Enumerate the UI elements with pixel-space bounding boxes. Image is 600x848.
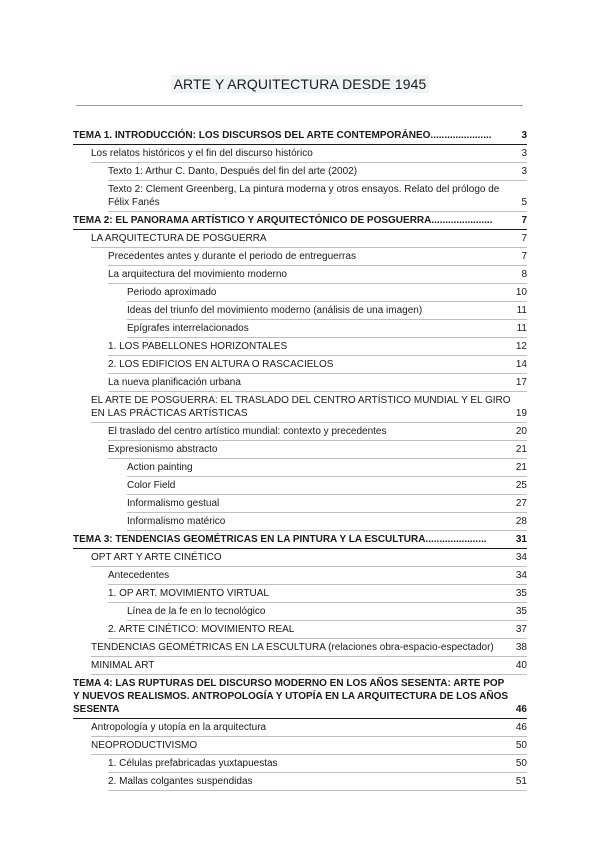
toc-entry-title: OPT ART Y ARTE CINÉTICO: [91, 552, 222, 563]
toc-entry-title: Ideas del triunfo del movimiento moderno (análisis de una imagen): [127, 305, 423, 316]
toc-entry[interactable]: [108, 441, 527, 459]
toc-entry-page: 5: [521, 197, 527, 208]
toc-entry-page: 3: [521, 148, 527, 159]
toc-entry-title: 1. LOS PABELLONES HORIZONTALES: [108, 341, 288, 352]
toc-entry-page: 31: [515, 534, 527, 545]
toc-entry-title: Antropología y utopía en la arquitectura: [91, 722, 267, 733]
toc-entry[interactable]: [91, 145, 527, 163]
toc-entry-title: 1. OP ART. MOVIMIENTO VIRTUAL: [108, 588, 269, 599]
title-divider: [76, 105, 523, 106]
toc-entry[interactable]: [127, 513, 527, 531]
toc-entry-title: Texto 2: Clement Greenberg, La pintura moderna y otros ensayos. Relato del prólogo de Félix Fanés: [108, 184, 500, 208]
toc-entry[interactable]: [127, 302, 527, 320]
toc-entry-title: 1. Células prefabricadas yuxtapuestas: [108, 758, 278, 769]
toc-entry-page: 28: [515, 516, 527, 527]
toc-entry[interactable]: [73, 212, 527, 230]
toc-entry-page: 35: [515, 606, 527, 617]
toc-entry-page: 3: [521, 130, 527, 141]
toc-entry-page: 27: [515, 498, 527, 509]
toc-entry-title: Línea de la fe en lo tecnológico: [127, 606, 266, 617]
toc-entry-page: 51: [515, 776, 527, 787]
toc-entry[interactable]: [73, 675, 527, 719]
toc-entry-page: 46: [515, 722, 527, 733]
toc-entry-page: 11: [516, 305, 527, 316]
toc-entry-page: 34: [515, 570, 527, 581]
toc-entry-page: 17: [515, 377, 527, 388]
table-of-contents: [0, 127, 600, 791]
toc-entry-title: Periodo aproximado: [127, 287, 217, 298]
toc-entry[interactable]: [108, 163, 527, 181]
toc-entry-title: Los relatos históricos y el fin del discurso histórico: [91, 148, 313, 159]
title-wrapper: [0, 75, 600, 94]
toc-entry-title: MINIMAL ART: [91, 660, 155, 671]
toc-entry[interactable]: [108, 356, 527, 374]
toc-entry[interactable]: [108, 338, 527, 356]
toc-entry-title: El traslado del centro artístico mundial: contexto y precedentes: [108, 426, 387, 437]
toc-entry[interactable]: [108, 621, 527, 639]
toc-entry[interactable]: [91, 639, 527, 657]
toc-entry[interactable]: [127, 320, 527, 338]
toc-entry-page: 50: [515, 758, 527, 769]
toc-entry[interactable]: [73, 127, 527, 145]
toc-entry[interactable]: [127, 284, 527, 302]
toc-entry-title: Epígrafes interrelacionados: [127, 323, 249, 334]
toc-entry-page: 10: [515, 287, 527, 298]
toc-entry[interactable]: [108, 374, 527, 392]
toc-entry-title: Color Field: [127, 480, 176, 491]
toc-entry-title: LA ARQUITECTURA DE POSGUERRA: [91, 233, 267, 244]
toc-entry-page: 19: [515, 408, 527, 419]
toc-entry[interactable]: [108, 266, 527, 284]
toc-entry[interactable]: [108, 585, 527, 603]
toc-entry-title: Action painting: [127, 462, 193, 473]
toc-entry[interactable]: [108, 773, 527, 791]
toc-entry-title: Precedentes antes y durante el periodo de entreguerras: [108, 251, 356, 262]
toc-entry-title: TENDENCIAS GEOMÉTRICAS EN LA ESCULTURA (relaciones obra-espacio-espectador): [91, 642, 494, 653]
toc-entry[interactable]: [127, 459, 527, 477]
toc-entry[interactable]: [91, 230, 527, 248]
toc-entry[interactable]: [108, 567, 527, 585]
toc-entry-title: TEMA 2: EL PANORAMA ARTÍSTICO Y ARQUITECTÓNICO DE POSGUERRA......................: [73, 215, 493, 226]
toc-entry-title: La nueva planificación urbana: [108, 377, 241, 388]
toc-entry-page: 50: [515, 740, 527, 751]
toc-entry-page: 8: [521, 269, 527, 280]
toc-entry-page: 25: [515, 480, 527, 491]
toc-entry-title: Expresionismo abstracto: [108, 444, 218, 455]
toc-entry-page: 21: [515, 462, 527, 473]
toc-entry-title: TEMA 1. INTRODUCCIÓN: LOS DISCURSOS DEL ARTE CONTEMPORÁNEO......................: [73, 130, 492, 141]
toc-entry-page: 20: [515, 426, 527, 437]
toc-entry-page: 14: [515, 359, 527, 370]
toc-entry[interactable]: [108, 755, 527, 773]
toc-entry[interactable]: [73, 531, 527, 549]
toc-entry[interactable]: [91, 657, 527, 675]
toc-entry[interactable]: [108, 248, 527, 266]
toc-entry-page: 21: [515, 444, 527, 455]
toc-entry-page: 38: [515, 642, 527, 653]
toc-entry-page: 34: [515, 552, 527, 563]
toc-entry-page: 3: [521, 166, 527, 177]
toc-entry-title: Texto 1: Arthur C. Danto, Después del fin del arte (2002): [108, 166, 358, 177]
toc-entry-page: 40: [515, 660, 527, 671]
toc-entry[interactable]: [127, 477, 527, 495]
toc-entry-page: 7: [521, 215, 527, 226]
toc-entry[interactable]: [108, 423, 527, 441]
toc-entry-title: 2. Mallas colgantes suspendidas: [108, 776, 253, 787]
toc-entry-page: 11: [516, 323, 527, 334]
toc-entry[interactable]: [127, 495, 527, 513]
toc-entry-title: Informalismo matérico: [127, 516, 226, 527]
toc-entry-title: Antecedentes: [108, 570, 170, 581]
toc-entry-title: 2. LOS EDIFICIOS EN ALTURA O RASCACIELOS: [108, 359, 334, 370]
document-title: ARTE Y ARQUITECTURA DESDE 1945: [171, 75, 430, 93]
toc-entry-title: NEOPRODUCTIVISMO: [91, 740, 198, 751]
toc-entry[interactable]: [91, 737, 527, 755]
toc-entry-page: 12: [515, 341, 527, 352]
toc-entry-title: La arquitectura del movimiento moderno: [108, 269, 287, 280]
toc-entry-page: 46: [515, 704, 527, 715]
toc-entry-title: TEMA 3: TENDENCIAS GEOMÉTRICAS EN LA PINTURA Y LA ESCULTURA......................: [73, 534, 487, 545]
toc-entry-page: 7: [521, 251, 527, 262]
toc-entry-page: 37: [515, 624, 527, 635]
toc-entry[interactable]: [108, 181, 527, 212]
toc-entry[interactable]: [127, 603, 527, 621]
toc-entry-title: EL ARTE DE POSGUERRA: EL TRASLADO DEL CENTRO ARTÍSTICO MUNDIAL Y EL GIRO EN LAS PRÁCTICAS ARTÍSTICAS: [91, 395, 511, 419]
toc-entry[interactable]: [91, 719, 527, 737]
toc-entry-title: 2. ARTE CINÉTICO: MOVIMIENTO REAL: [108, 624, 295, 635]
toc-entry[interactable]: [91, 392, 527, 423]
toc-entry[interactable]: [91, 549, 527, 567]
toc-entry-title: Informalismo gestual: [127, 498, 220, 509]
toc-entry-page: 35: [515, 588, 527, 599]
toc-entry-page: 7: [521, 233, 527, 244]
toc-entry-title: TEMA 4: LAS RUPTURAS DEL DISCURSO MODERNO EN LOS AÑOS SESENTA: ARTE POP Y NUEVOS REALISMOS. ANTROPOLOGÍA Y UTOPÍA EN LA ARQUITECTURA DE LOS AÑOS SESENTA: [73, 678, 509, 715]
